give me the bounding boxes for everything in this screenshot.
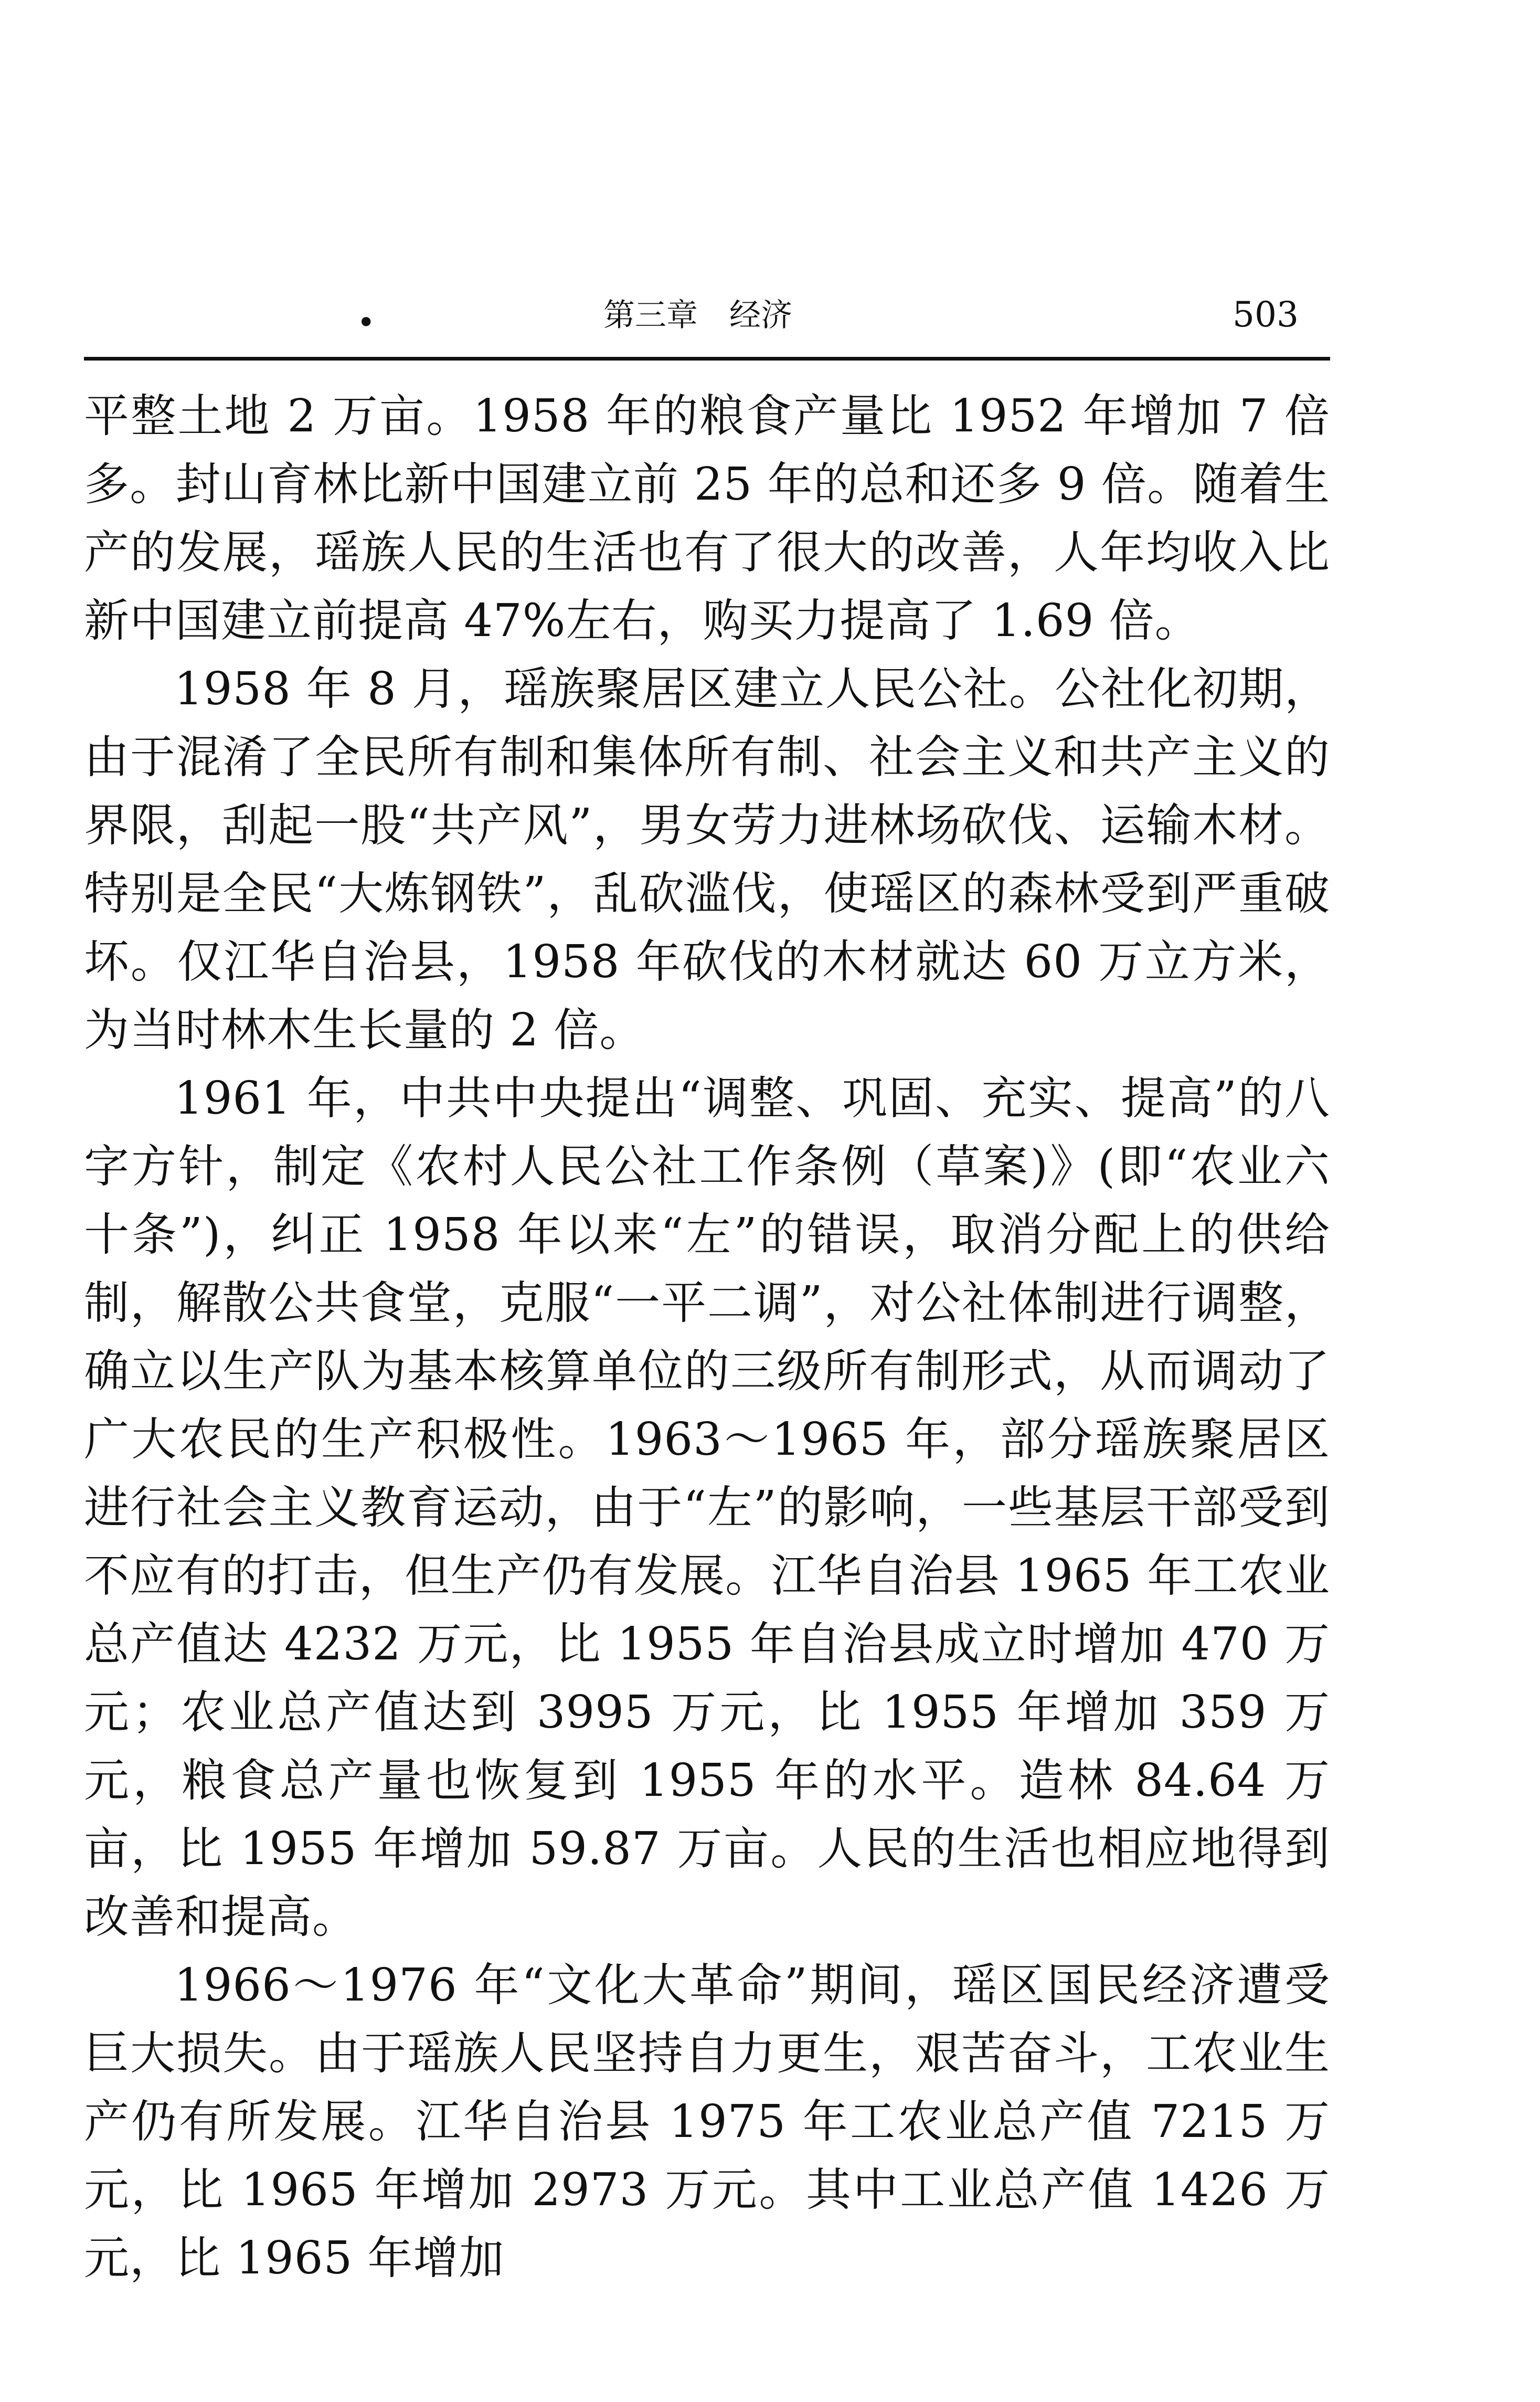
body-text [84, 382, 1330, 2292]
paragraph-1961-adjustment: 1961 年，中共中央提出“调整、巩固、充实、提高”的八字方针，制定《农村人民公社工作条例（草案)》(即“农业六十条”)，纠正 1958 年以来“左”的错误，取消分配上的供给制，解散公共食堂，克服“一平二调”，对公社体制进行调整，确立以生产队为基本核算单位的三级所有制形式，从而调动了广大农民的生产积极性。1963～1965 年，部分瑶族聚居区进行社会主义教育运动，由于“左”的影响，一些基层干部受到不应有的打击，但生产仍有发展。江华自治县 1965 年工农业总产值达 4232 万元，比 1955 年自治县成立时增加 470 万元；农业总产值达到 3995 万元，比 1955 年增加 359 万元，粮食总产量也恢复到 1955 年的水平。造林 84.64 万亩，比 1955 年增加 59.87 万亩。人民的生活也相应地得到改善和提高。 [84, 1072, 1330, 1943]
header-dot: • [357, 304, 376, 341]
page-number: 503 [1233, 294, 1299, 335]
paragraph-cultural-revolution: 1966～1976 年“文化大革命”期间，瑶区国民经济遭受巨大损失。由于瑶族人民坚持自力更生，艰苦奋斗，工农业生产仍有所发展。江华自治县 1975 年工农业总产值 7215 万元，比 1965 年增加 2973 万元。其中工业总产值 1426 万元，比 1965 年增加 [84, 1959, 1330, 2284]
paragraph-1958-communes: 1958 年 8 月，瑶族聚居区建立人民公社。公社化初期，由于混淆了全民所有制和集体所有制、社会主义和共产主义的界限，刮起一股“共产风”，男女劳力进林场砍伐、运输木材。特别是全民“大炼钢铁”，乱砍滥伐，使瑶区的森林受到严重破坏。仅江华自治县，1958 年砍伐的木材就达 60 万立方米，为当时林木生长量的 2 倍。 [84, 663, 1330, 1056]
running-head: 第三章 经济 [603, 297, 792, 334]
paragraph-continuation: 平整土地 2 万亩。1958 年的粮食产量比 1952 年增加 7 倍多。封山育林比新中国建立前 25 年的总和还多 9 倍。随着生产的发展，瑶族人民的生活也有了很大的改善，人年均收入比新中国建立前提高 47%左右，购买力提高了 1.69 倍。 [84, 390, 1330, 647]
page-header [84, 278, 1330, 361]
